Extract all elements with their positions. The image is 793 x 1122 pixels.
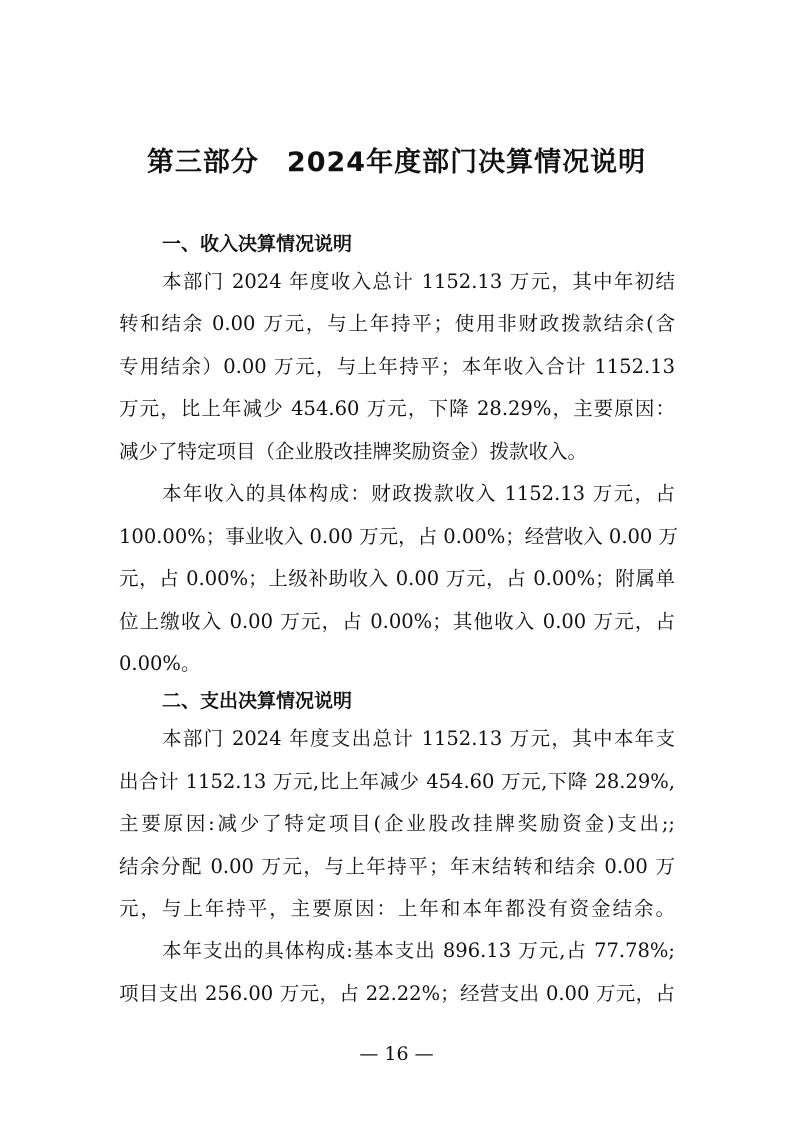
- text-line: 本年收入的具体构成：财政拨款收入 1152.13 万元，占: [162, 482, 675, 505]
- text-line: 位上缴收入 0.00 万元，占 0.00%；其他收入 0.00 万元，占: [119, 610, 675, 633]
- page-title: 第三部分 2024年度部门决算情况说明: [146, 147, 647, 178]
- text-line: 本年支出的具体构成:基本支出 896.13 万元,占 77.78%;: [162, 939, 675, 962]
- text-line: 减少了特定项目（企业股改挂牌奖励资金）拨款收入。: [119, 440, 588, 463]
- text-line: 元，与上年持平，主要原因：上年和本年都没有资金结余。: [119, 897, 675, 920]
- text-line: 本部门 2024 年度支出总计 1152.13 万元，其中本年支: [162, 727, 675, 750]
- text-line: 100.00%；事业收入 0.00 万元，占 0.00%；经营收入 0.00 万: [119, 525, 679, 548]
- page-number: — 16 —: [359, 1043, 434, 1065]
- text-line: 转和结余 0.00 万元，与上年持平；使用非财政拨款结余(含: [119, 312, 675, 335]
- text-line: 万元，比上年减少 454.60 万元，下降 28.29%，主要原因：: [119, 397, 675, 420]
- text-line: 出合计 1152.13 万元,比上年减少 454.60 万元,下降 28.29%,: [119, 770, 675, 793]
- section-heading-expenditure: 二、支出决算情况说明: [162, 690, 353, 712]
- text-line: 专用结余）0.00 万元，与上年持平；本年收入合计 1152.13: [119, 355, 675, 378]
- section-heading-income: 一、收入决算情况说明: [162, 233, 353, 255]
- text-line: 0.00%。: [119, 652, 201, 675]
- text-line: 项目支出 256.00 万元，占 22.22%；经营支出 0.00 万元，占: [119, 982, 675, 1005]
- text-line: 元，占 0.00%；上级补助收入 0.00 万元，占 0.00%；附属单: [119, 567, 675, 590]
- text-line: 本部门 2024 年度收入总计 1152.13 万元，其中年初结: [162, 270, 675, 293]
- text-line: 主要原因:减少了特定项目(企业股改挂牌奖励资金)支出;;: [119, 812, 675, 835]
- text-line: 结余分配 0.00 万元，与上年持平；年末结转和结余 0.00 万: [119, 855, 675, 878]
